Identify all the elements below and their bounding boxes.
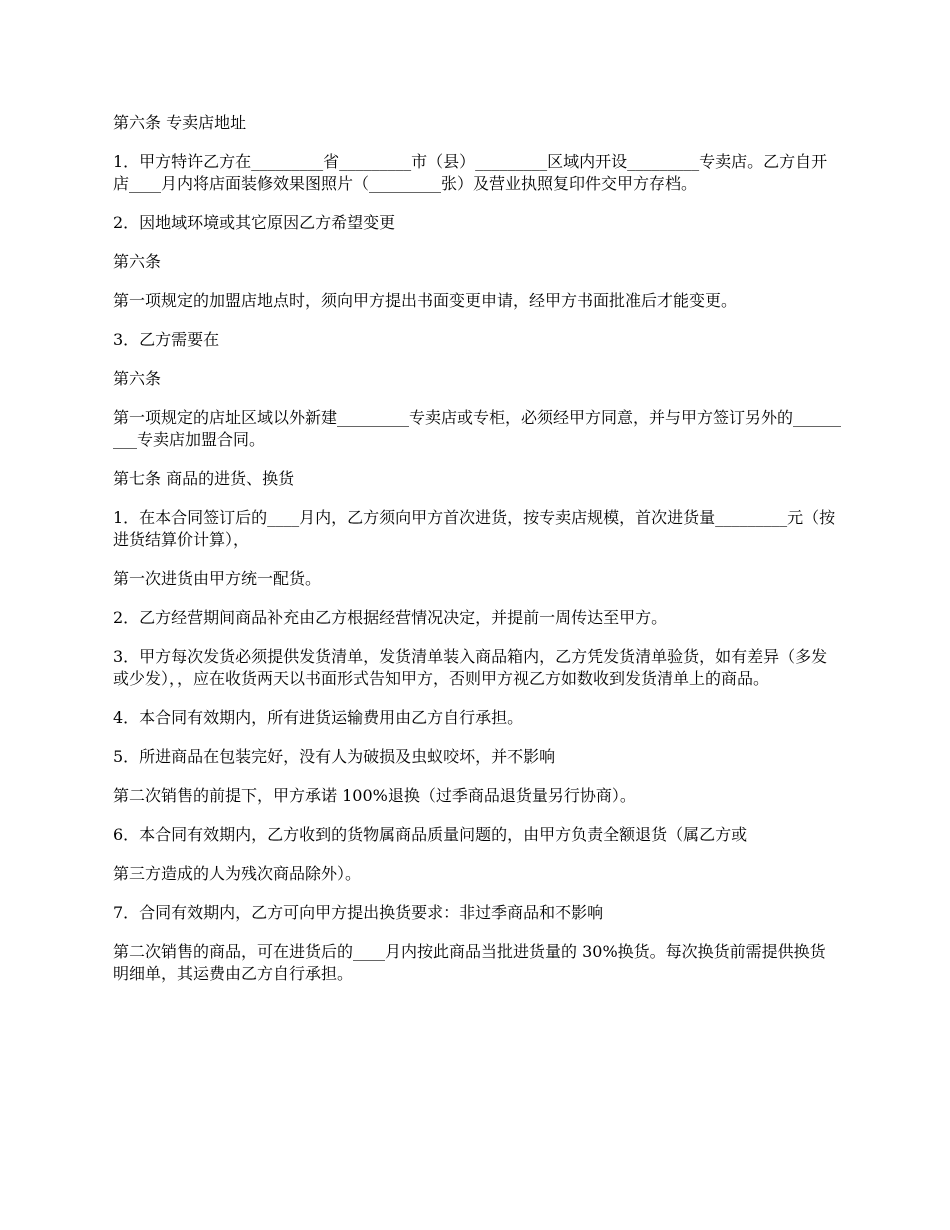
article-7-clause-2: 2．乙方经营期间商品补充由乙方根据经营情况决定，并提前一周传达至甲方。 <box>113 608 668 627</box>
article-6-clause-2: 2．因地域环境或其它原因乙方希望变更 <box>113 213 396 232</box>
article-7-clause-1-continued: 第一次进货由甲方统一配货。 <box>113 569 322 588</box>
article-7-clause-7-continued: 第二次销售的商品，可在进货后的____月内按此商品当批进货量的 30%换货。每次换货前需提供换货明细单，其运费由乙方自行承担。 <box>113 942 826 983</box>
article-6-reference: 第六条 <box>113 252 162 271</box>
article-7-clause-1: 1．在本合同签订后的____月内，乙方须向甲方首次进货，按专卖店规模，首次进货量_________元（按进货结算价计算）， <box>113 508 836 549</box>
article-6-clause-3-continued: 第一项规定的店址区域以外新建_________专卖店或专柜，必须经甲方同意，并与甲方签订另外的_________专卖店加盟合同。 <box>113 408 842 449</box>
article-6-clause-1: 1．甲方特许乙方在_________省_________市（县）_________区域内开设_________专卖店。乙方自开店____月内将店面装修效果图照片（_________张）及营业执照复印件交甲方存档。 <box>113 152 828 193</box>
article-7-clause-3: 3．甲方每次发货必须提供发货清单，发货清单装入商品箱内，乙方凭发货清单验货，如有差异（多发或少发），，应在收货两天以书面形式告知甲方，否则甲方视乙方如数收到发货清单上的商品。 <box>113 647 828 688</box>
document-body <box>113 112 841 1002</box>
article-6-clause-2-continued: 第一项规定的加盟店地点时，须向甲方提出书面变更申请，经甲方书面批准后才能变更。 <box>113 291 738 310</box>
article-7-clause-5-continued: 第二次销售的前提下，甲方承诺 100%退换（过季商品退货量另行协商）。 <box>113 786 636 805</box>
article-7-clause-7: 7．合同有效期内，乙方可向甲方提出换货要求：非过季商品和不影响 <box>113 903 604 922</box>
article-6-heading: 第六条 专卖店地址 <box>113 113 247 132</box>
article-7-heading: 第七条 商品的进货、换货 <box>113 469 295 488</box>
article-6-reference: 第六条 <box>113 369 162 388</box>
article-7-clause-4: 4．本合同有效期内，所有进货运输费用由乙方自行承担。 <box>113 708 524 727</box>
article-7-clause-6: 6．本合同有效期内，乙方收到的货物属商品质量问题的，由甲方负责全额退货（属乙方或 <box>113 825 748 844</box>
article-7-clause-5: 5．所进商品在包装完好，没有人为破损及虫蚁咬坏，并不影响 <box>113 747 556 766</box>
article-7-clause-6-continued: 第三方造成的人为残次商品除外）。 <box>113 864 362 883</box>
article-6-clause-3: 3．乙方需要在 <box>113 330 220 349</box>
